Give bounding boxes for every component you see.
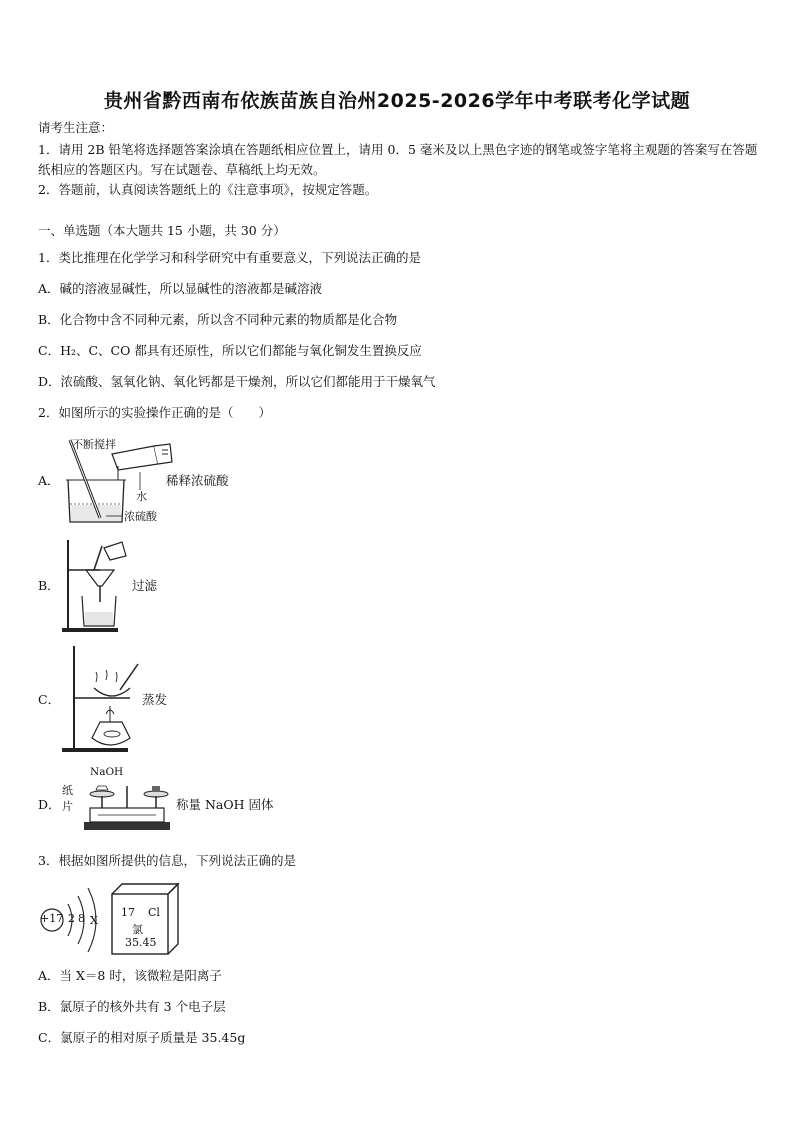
q2-option-c-caption: 蒸发 [142, 692, 168, 707]
notice-item-2: 2．答题前，认真阅读答题纸上的《注意事项》，按规定答题。 [38, 182, 378, 197]
element-symbol: Cl [148, 906, 160, 919]
q1-option-b: B．化合物中含不同种元素，所以含不同种元素的物质都是化合物 [38, 312, 398, 327]
q1-option-c: C．H₂、C、CO 都具有还原性，所以它们都能与氧化铜发生置换反应 [38, 343, 422, 358]
q2-option-b-caption: 过滤 [132, 578, 158, 593]
page-title: 贵州省黔西南布依族苗族自治州2025-2026学年中考联考化学试题 [103, 90, 691, 112]
q1-stem: 1．类比推理在化学学习和科学研究中有重要意义，下列说法正确的是 [38, 250, 421, 265]
nucleus-charge: +17 [40, 912, 64, 925]
shell-1-electrons: 2 [68, 912, 75, 925]
q3-option-c: C．氯原子的相对原子质量是 35.45g [38, 1030, 246, 1045]
naoh-label: NaOH [90, 766, 124, 778]
q2-option-d-caption: 称量 NaOH 固体 [176, 797, 274, 812]
paper-label-1: 纸 [62, 784, 73, 797]
section-heading: 一、单选题（本大题共 15 小题，共 30 分） [38, 223, 286, 238]
q2-option-a-letter: A． [38, 473, 60, 488]
shell-2-electrons: 8 [78, 912, 85, 925]
balance-figure [80, 778, 174, 834]
q1-option-a: A．碱的溶液显碱性，所以显碱性的溶液都是碱溶液 [38, 281, 323, 296]
notice-heading: 请考生注意： [38, 120, 114, 135]
filtration-figure [60, 536, 140, 636]
q2-option-d-letter: D． [38, 797, 61, 812]
q1-option-d: D．浓硫酸、氢氧化钠、氧化钙都是干燥剂，所以它们都能用于干燥氧气 [38, 374, 436, 389]
acid-label: 浓硫酸 [124, 510, 157, 523]
q2-stem: 2．如图所示的实验操作正确的是（ ） [38, 405, 271, 420]
element-atomic-mass: 35.45 [125, 936, 157, 949]
element-name: 氯 [132, 923, 143, 936]
evaporation-figure [60, 642, 150, 756]
stir-label: 不断搅拌 [72, 438, 116, 451]
shell-3-electrons: X [90, 914, 98, 927]
q3-option-b: B．氯原子的核外共有 3 个电子层 [38, 999, 226, 1014]
q2-option-c-letter: C． [38, 692, 61, 707]
notice-item-1: 1．请用 2B 铅笔将选择题答案涂填在答题纸相应位置上，请用 0．5 毫米及以上黑色字迹的钢笔或签字笔将主观题的答案写在答题纸相应的答题区内。写在试题卷、草稿纸上均无效。 [38, 142, 758, 177]
q3-option-a: A．当 X＝8 时，该微粒是阳离子 [38, 968, 222, 983]
water-label: 水 [136, 490, 147, 503]
element-atomic-number: 17 [121, 906, 135, 919]
paper-label-2: 片 [62, 800, 73, 813]
q2-option-b-letter: B． [38, 578, 60, 593]
q2-option-a-caption: 稀释浓硫酸 [166, 473, 229, 488]
q3-stem: 3．根据如图所提供的信息，下列说法正确的是 [38, 853, 296, 868]
